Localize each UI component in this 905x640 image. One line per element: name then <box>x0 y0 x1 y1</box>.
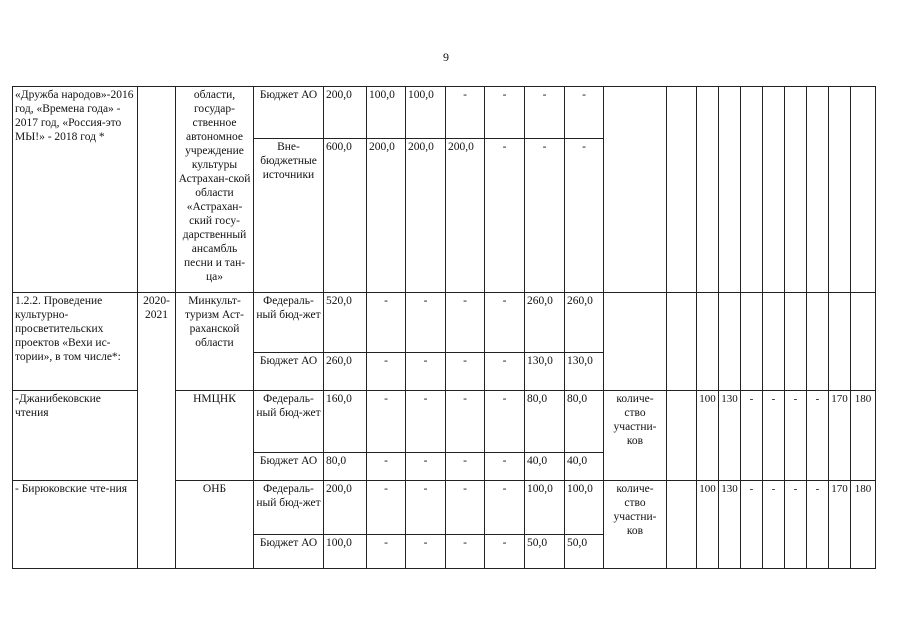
amount-cell: 40,0 <box>565 453 604 481</box>
indicator-cell <box>604 293 667 391</box>
indicator-value: 130 <box>719 481 741 569</box>
indicator-value <box>851 87 876 293</box>
funding-source: Федераль-ный бюд-жет <box>254 293 324 353</box>
amount-cell: 200,0 <box>406 139 446 293</box>
indicator-value <box>785 293 807 391</box>
amount-cell: 100,0 <box>367 87 406 139</box>
amount-cell: - <box>446 535 485 569</box>
funding-source: Бюджет АО <box>254 353 324 391</box>
indicator-value <box>851 293 876 391</box>
funding-source: Вне-бюджетные источники <box>254 139 324 293</box>
amount-cell: - <box>406 353 446 391</box>
funding-source: Бюджет АО <box>254 87 324 139</box>
amount-cell: - <box>406 481 446 535</box>
amount-cell: 260,0 <box>525 293 565 353</box>
amount-cell: - <box>446 453 485 481</box>
amount-cell: - <box>485 139 525 293</box>
indicator-value <box>667 481 697 569</box>
amount-total: 100,0 <box>324 535 367 569</box>
executor-cell: ОНБ <box>176 481 254 569</box>
indicator-value <box>719 87 741 293</box>
period-cell <box>138 87 176 293</box>
amount-cell: 40,0 <box>525 453 565 481</box>
amount-cell: 260,0 <box>565 293 604 353</box>
event-name: - Бирюковские чте-ния <box>13 481 138 569</box>
amount-cell: 130,0 <box>565 353 604 391</box>
indicator-value: 170 <box>829 391 851 481</box>
amount-cell: - <box>485 481 525 535</box>
amount-total: 520,0 <box>324 293 367 353</box>
indicator-value <box>667 293 697 391</box>
amount-total: 600,0 <box>324 139 367 293</box>
indicator-value: 180 <box>851 481 876 569</box>
indicator-value <box>697 293 719 391</box>
table-row <box>13 293 876 353</box>
amount-cell: - <box>525 139 565 293</box>
indicator-value: - <box>785 391 807 481</box>
amount-cell: - <box>565 139 604 293</box>
indicator-cell: количе-ство участни-ков <box>604 481 667 569</box>
indicator-value <box>741 293 763 391</box>
amount-cell: - <box>485 391 525 453</box>
amount-total: 200,0 <box>324 481 367 535</box>
amount-cell: - <box>367 535 406 569</box>
amount-cell: - <box>367 391 406 453</box>
indicator-value: - <box>741 481 763 569</box>
amount-cell: - <box>446 293 485 353</box>
indicator-value: 100 <box>697 481 719 569</box>
indicator-value: 170 <box>829 481 851 569</box>
amount-cell: - <box>446 481 485 535</box>
executor-cell: Минкульт-туризм Аст-раханской области <box>176 293 254 391</box>
amount-cell: - <box>446 391 485 453</box>
event-name: -Джанибековские чтения <box>13 391 138 481</box>
amount-cell: - <box>406 293 446 353</box>
amount-cell: - <box>565 87 604 139</box>
funding-source: Федераль-ный бюд-жет <box>254 391 324 453</box>
indicator-value <box>763 293 785 391</box>
amount-cell: - <box>406 391 446 453</box>
amount-cell: 130,0 <box>525 353 565 391</box>
indicator-value: - <box>763 481 785 569</box>
indicator-value: - <box>807 391 829 481</box>
amount-cell: 80,0 <box>565 391 604 453</box>
amount-cell: 100,0 <box>525 481 565 535</box>
amount-cell: 100,0 <box>565 481 604 535</box>
indicator-value <box>829 293 851 391</box>
amount-cell: - <box>367 293 406 353</box>
indicator-value <box>829 87 851 293</box>
amount-cell: - <box>485 535 525 569</box>
indicator-value <box>741 87 763 293</box>
amount-cell: - <box>367 353 406 391</box>
indicator-value: - <box>763 391 785 481</box>
amount-cell: 200,0 <box>446 139 485 293</box>
amount-cell: - <box>406 453 446 481</box>
indicator-value <box>667 391 697 481</box>
indicator-value: 180 <box>851 391 876 481</box>
indicator-value: 130 <box>719 391 741 481</box>
event-name: «Дружба народов»-2016 год, «Времена года» - 2017 год, «Россия-это МЫ!» - 2018 год * <box>13 87 138 293</box>
indicator-value <box>785 87 807 293</box>
indicator-value: - <box>741 391 763 481</box>
amount-cell: - <box>367 481 406 535</box>
amount-cell: - <box>485 293 525 353</box>
indicator-cell <box>604 87 667 293</box>
executor-cell: НМЦНК <box>176 391 254 481</box>
page-number: 9 <box>443 50 449 64</box>
indicator-value: - <box>785 481 807 569</box>
amount-total: 160,0 <box>324 391 367 453</box>
program-table <box>12 86 876 569</box>
amount-total: 200,0 <box>324 87 367 139</box>
amount-cell: 100,0 <box>406 87 446 139</box>
amount-cell: - <box>485 453 525 481</box>
amount-total: 260,0 <box>324 353 367 391</box>
indicator-value <box>667 87 697 293</box>
funding-source: Федераль-ный бюд-жет <box>254 481 324 535</box>
amount-cell: - <box>446 353 485 391</box>
indicator-value <box>719 293 741 391</box>
amount-cell: - <box>485 353 525 391</box>
indicator-value <box>697 87 719 293</box>
indicator-value <box>807 293 829 391</box>
indicator-cell: количе-ство участни-ков <box>604 391 667 481</box>
amount-cell: - <box>367 453 406 481</box>
amount-cell: - <box>525 87 565 139</box>
amount-cell: - <box>406 535 446 569</box>
amount-total: 80,0 <box>324 453 367 481</box>
funding-source: Бюджет АО <box>254 535 324 569</box>
indicator-value: - <box>807 481 829 569</box>
event-name: 1.2.2. Проведение культурно-просветительских проектов «Вехи ис-тории», в том числе*: <box>13 293 138 391</box>
amount-cell: 200,0 <box>367 139 406 293</box>
executor-cell: области, государ-ственное автономное учреждение культуры Астрахан-ской области «Астрахан-ский госу-дарственный ансамбль песни и тан-ца» <box>176 87 254 293</box>
amount-cell: 50,0 <box>565 535 604 569</box>
funding-source: Бюджет АО <box>254 453 324 481</box>
table-row <box>13 87 876 139</box>
indicator-value <box>763 87 785 293</box>
amount-cell: 80,0 <box>525 391 565 453</box>
indicator-value <box>807 87 829 293</box>
amount-cell: 50,0 <box>525 535 565 569</box>
period-cell: 2020-2021 <box>138 293 176 569</box>
indicator-value: 100 <box>697 391 719 481</box>
amount-cell: - <box>446 87 485 139</box>
amount-cell: - <box>485 87 525 139</box>
